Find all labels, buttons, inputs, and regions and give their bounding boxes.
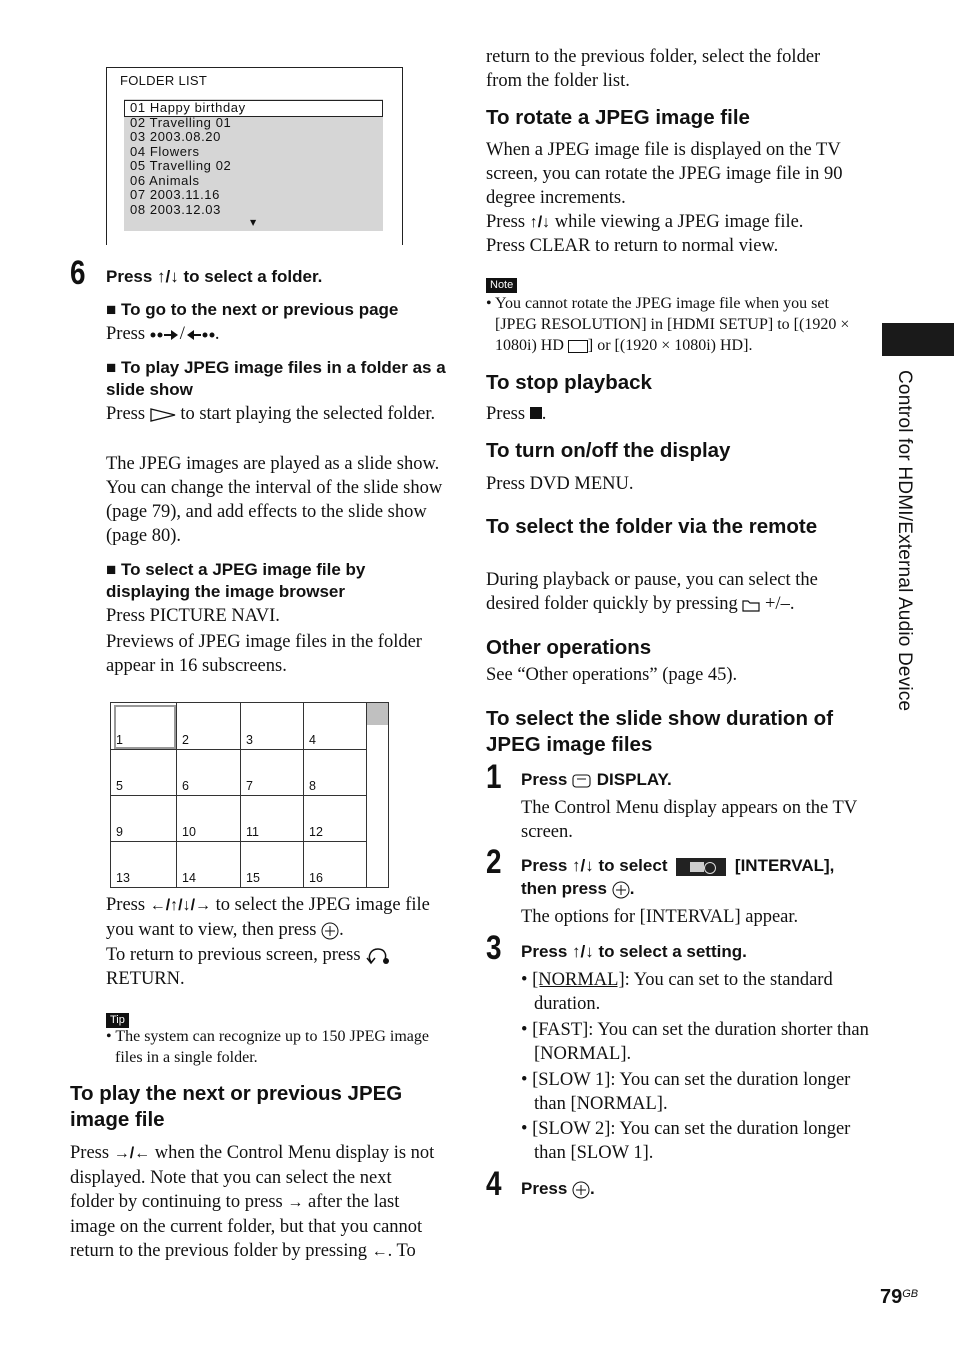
page-number: $79^{GB}$ bbox=[880, 1286, 919, 1308]
folder-list-item: 04 Flowers bbox=[130, 144, 200, 159]
display-body: Press DVD MENU. bbox=[486, 474, 634, 494]
step-number: 2 bbox=[486, 843, 502, 881]
play-next-continuation: return to the previous folder, select the folder from the folder list. bbox=[486, 47, 821, 91]
folder-list-item: 03 2003.08.20 bbox=[130, 129, 221, 144]
other-body: See “Other operations” (page 45). bbox=[486, 665, 738, 685]
display-button-icon bbox=[572, 773, 592, 789]
next-page-heading: ■ To go to the next or previous page bbox=[106, 300, 399, 319]
folder-list-item: 02 Travelling 01 bbox=[130, 115, 232, 130]
grid-cell: 6 bbox=[177, 750, 241, 796]
tip-label: Tip bbox=[106, 1010, 129, 1028]
rotate-heading: To rotate a JPEG image file bbox=[486, 106, 750, 129]
step4-text: Press . bbox=[521, 1179, 595, 1198]
section-tab bbox=[882, 323, 954, 356]
enter-button-icon bbox=[572, 1181, 590, 1199]
after-grid-text2: To return to previous screen, press RETURN. bbox=[106, 943, 441, 991]
after-grid-text1: Press ←/↑/↓/→ to select the JPEG image file you want to view, then press . bbox=[106, 895, 430, 940]
previous-icon bbox=[185, 328, 215, 342]
rotate-line3: Press CLEAR to return to normal view. bbox=[486, 236, 779, 256]
next-icon bbox=[150, 328, 180, 342]
folder-remote-heading: To select the folder via the remote bbox=[486, 515, 818, 538]
grid-cell: 12 bbox=[304, 796, 367, 842]
option-item: • [FAST]: You can set the duration shorter than [NORMAL]. bbox=[521, 1020, 869, 1064]
return-icon bbox=[365, 946, 391, 966]
option-item: • [SLOW 2]: You can set the duration longer than [SLOW 1]. bbox=[521, 1119, 851, 1163]
slideshow-heading: ■ To play JPEG image files in a folder as a slide show bbox=[106, 358, 446, 399]
grid-cell: 9 bbox=[111, 796, 177, 842]
step1-desc: The Control Menu display appears on the TV screen. bbox=[521, 798, 857, 842]
grid-cell-selection bbox=[114, 705, 176, 749]
step-number: 6 bbox=[70, 254, 86, 292]
step6-text: Press ↑/↓ to select a folder. bbox=[106, 267, 323, 286]
folder-list-title: FOLDER LIST bbox=[120, 73, 208, 88]
grid-cell: 13 bbox=[111, 842, 177, 887]
next-page-body: Press / . bbox=[106, 324, 220, 344]
step2-desc: The options for [INTERVAL] appear. bbox=[521, 907, 799, 927]
play-next-heading: To play the next or previous JPEG image file bbox=[70, 1082, 403, 1131]
grid-cell: 10 bbox=[177, 796, 241, 842]
section-sidebar-label: Control for HDMI/External Audio Device bbox=[894, 370, 915, 712]
enter-button-icon bbox=[321, 922, 339, 940]
slideshow-body: Press to start playing the selected folder. bbox=[106, 404, 436, 424]
image-browser-grid bbox=[110, 702, 389, 888]
folder-remote-body: During playback or pause, you can select the desired folder quickly by pressing +/–. bbox=[486, 570, 818, 614]
play-next-body: Press →/← when the Control Menu display is not displayed. Note that you can select the next folder by continuing to press → after the last image on the current folder, but that you cannot return to the previous folder by pressing ←. To bbox=[70, 1143, 435, 1261]
note-label: Note bbox=[486, 275, 517, 293]
stop-icon bbox=[530, 407, 542, 419]
folder-icon bbox=[742, 598, 760, 612]
enter-button-icon bbox=[612, 881, 630, 899]
interval-setting-icon bbox=[676, 858, 726, 876]
stop-body: Press . bbox=[486, 404, 547, 424]
grid-cell: 4 bbox=[304, 703, 367, 750]
folder-list-item: 08 2003.12.03 bbox=[130, 202, 221, 217]
grid-cell: 16 bbox=[304, 842, 367, 887]
grid-cell: 1 bbox=[111, 703, 177, 750]
option-item: • [SLOW 1]: You can set the duration longer than [NORMAL]. bbox=[521, 1070, 851, 1114]
note-text: • You cannot rotate the JPEG image file when you set [JPEG RESOLUTION] in [HDMI SETUP] to [(1920 × 1080i) HD ] or [(1920 × 1080i) HD]. bbox=[486, 295, 850, 354]
folder-list-item: 07 2003.11.16 bbox=[130, 187, 220, 202]
folder-list-item: 06 Animals bbox=[130, 173, 200, 188]
option-item: • [NORMAL]: You can set to the standard duration. bbox=[521, 970, 833, 1014]
browser-line1: Press PICTURE NAVI. bbox=[106, 606, 280, 626]
grid-scrollbar-thumb bbox=[367, 703, 388, 725]
step-number: 3 bbox=[486, 929, 502, 967]
grid-cell: 2 bbox=[177, 703, 241, 750]
grid-cell: 8 bbox=[304, 750, 367, 796]
grid-cell: 3 bbox=[241, 703, 304, 750]
rotate-line2: Press ↑/↓ while viewing a JPEG image file. bbox=[486, 212, 804, 232]
grid-cell: 14 bbox=[177, 842, 241, 887]
folder-list-item: 05 Travelling 02 bbox=[130, 158, 232, 173]
step1-text: Press DISPLAY. bbox=[521, 770, 672, 789]
slideshow-description: The JPEG images are played as a slide show. You can change the interval of the slide show (page 79), and add effects to the slide show (page 80). bbox=[106, 454, 443, 546]
step2-text: Press ↑/↓ to select [INTERVAL], then press . bbox=[521, 856, 835, 898]
duration-heading: To select the slide show duration of JPEG image files bbox=[486, 707, 834, 756]
browser-line2: Previews of JPEG image files in the folder appear in 16 subscreens. bbox=[106, 632, 422, 676]
display-heading: To turn on/off the display bbox=[486, 439, 731, 462]
play-icon bbox=[150, 408, 176, 422]
step-number: 1 bbox=[486, 758, 502, 796]
grid-cell: 11 bbox=[241, 796, 304, 842]
folder-list-item: 01 Happy birthday bbox=[130, 100, 246, 115]
tip-text: • The system can recognize up to 150 JPEG image files in a single folder. bbox=[106, 1028, 430, 1066]
scroll-down-icon: ▼ bbox=[250, 218, 257, 227]
hd-box-icon bbox=[568, 340, 588, 353]
grid-cell: 5 bbox=[111, 750, 177, 796]
browser-heading: ■ To select a JPEG image file by displaying the image browser bbox=[106, 560, 366, 601]
grid-cell: 7 bbox=[241, 750, 304, 796]
other-heading: Other operations bbox=[486, 636, 652, 659]
stop-heading: To stop playback bbox=[486, 371, 652, 394]
step-number: 4 bbox=[486, 1165, 502, 1203]
folder-list-screen bbox=[106, 67, 403, 245]
rotate-body: When a JPEG image file is displayed on the TV screen, you can rotate the JPEG image file in 90 degree increments. bbox=[486, 140, 843, 208]
step3-text: Press ↑/↓ to select a setting. bbox=[521, 942, 747, 961]
grid-cell: 15 bbox=[241, 842, 304, 887]
